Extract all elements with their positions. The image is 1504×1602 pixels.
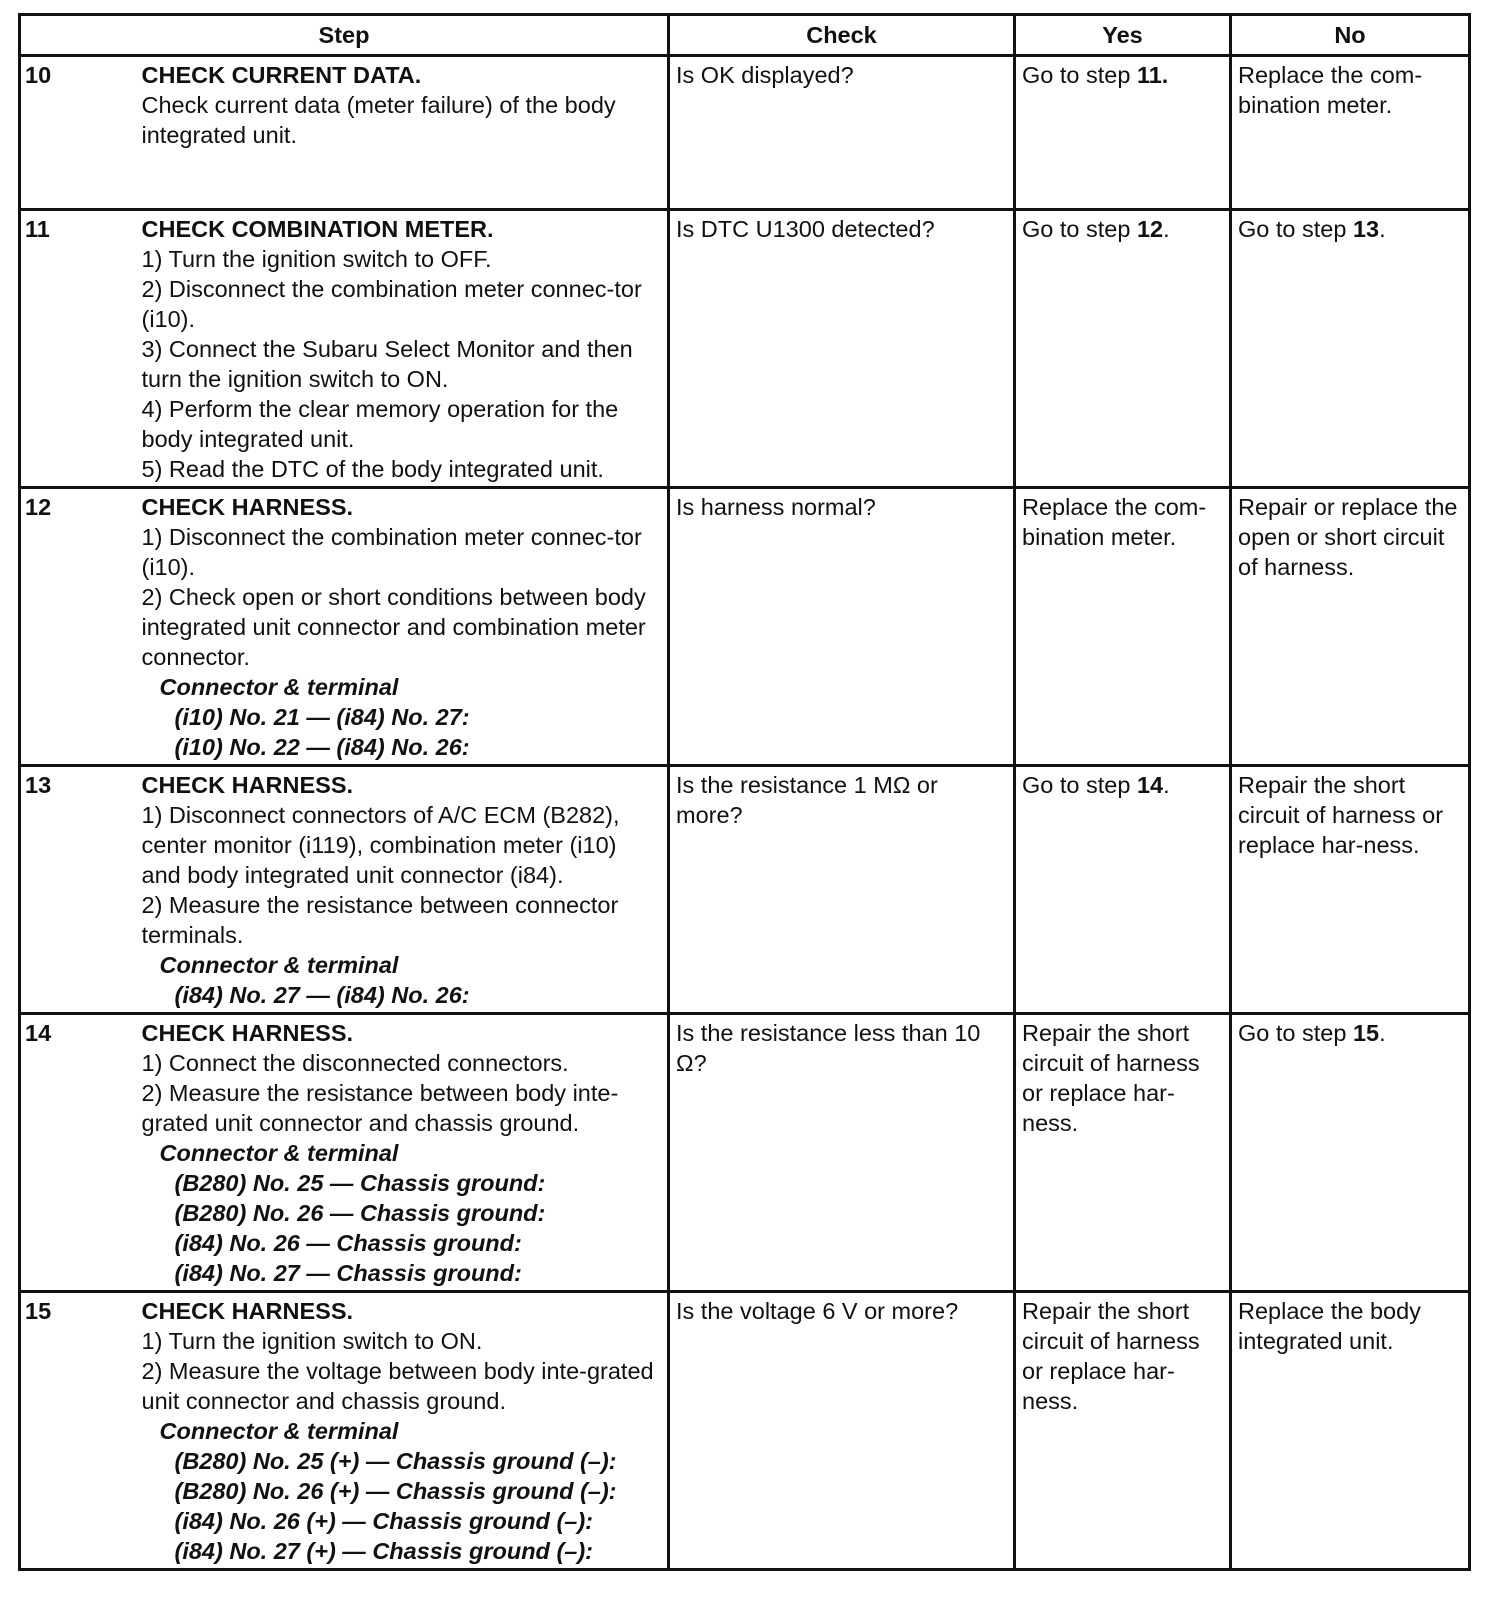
connector-terminal-item: (B280) No. 25 — Chassis ground: (174, 1170, 546, 1196)
yes-text: Go to step (1022, 216, 1137, 242)
table-row (20, 488, 1470, 766)
check-cell: Is OK displayed? (669, 56, 1015, 210)
connector-terminal-title: Connector & terminal (159, 1418, 399, 1444)
yes-text: Replace the com-bination meter. (1022, 494, 1207, 550)
no-cell (1231, 210, 1470, 488)
connector-terminal-item: (B280) No. 26 (+) — Chassis ground (–): (174, 1478, 617, 1504)
table-row (20, 1014, 1470, 1292)
header-step: Step (20, 15, 669, 56)
yes-text: Repair the short circuit of harness or replace har-ness. (1022, 1020, 1200, 1136)
step-instruction: 2) Disconnect the combination meter connec-tor (i10). (141, 276, 642, 332)
step-instruction: 4) Perform the clear memory operation for the body integrated unit. (141, 396, 619, 452)
step-instruction: 1) Disconnect connectors of A/C ECM (B282), center monitor (i119), combination meter (i10) and body integrated unit connector (i84). (141, 802, 620, 888)
table-row (20, 766, 1470, 1014)
yes-cell (1015, 488, 1231, 766)
step-instruction: 1) Disconnect the combination meter connec-tor (i10). (141, 524, 642, 580)
step-title: CHECK CURRENT DATA. (141, 62, 422, 88)
connector-terminal-item: (i84) No. 26 — Chassis ground: (174, 1230, 522, 1256)
step-number: 15 (20, 1292, 142, 1570)
table-row (20, 1292, 1470, 1570)
step-title: CHECK HARNESS. (141, 494, 354, 520)
connector-terminal-item: (i84) No. 26 (+) — Chassis ground (–): (174, 1508, 593, 1534)
step-instruction: 5) Read the DTC of the body integrated unit. (141, 456, 604, 482)
no-text: Go to step (1238, 216, 1353, 242)
yes-text: Go to step (1022, 62, 1137, 88)
connector-terminal-title: Connector & terminal (159, 674, 399, 700)
step-instruction: 1) Turn the ignition switch to ON. (141, 1328, 483, 1354)
no-cell (1231, 1292, 1470, 1570)
step-title: CHECK COMBINATION METER. (141, 216, 494, 242)
yes-step-ref: 14 (1136, 772, 1164, 798)
step-number: 14 (20, 1014, 142, 1292)
step-content (142, 210, 669, 488)
yes-cell (1015, 1292, 1231, 1570)
no-text: Repair the short circuit of harness or replace har-ness. (1238, 772, 1444, 858)
yes-suffix: . (1163, 216, 1170, 242)
yes-step-ref: 12 (1136, 216, 1164, 242)
check-cell: Is the resistance less than 10 Ω? (669, 1014, 1015, 1292)
no-cell (1231, 1014, 1470, 1292)
connector-terminal-item: (i84) No. 27 — Chassis ground: (174, 1260, 522, 1286)
step-instruction: 2) Measure the resistance between connector terminals. (141, 892, 619, 948)
step-instruction: 1) Turn the ignition switch to OFF. (141, 246, 492, 272)
no-text: Go to step (1238, 1020, 1353, 1046)
yes-step-ref: 11. (1136, 62, 1169, 88)
step-instruction: 1) Connect the disconnected connectors. (141, 1050, 569, 1076)
connector-terminal-item: (i10) No. 21 — (i84) No. 27: (174, 704, 470, 730)
step-title: CHECK HARNESS. (141, 1298, 354, 1324)
step-instruction: 3) Connect the Subaru Select Monitor and then turn the ignition switch to ON. (141, 336, 633, 392)
yes-text: Go to step (1022, 772, 1137, 798)
step-title: CHECK HARNESS. (141, 1020, 354, 1046)
no-suffix: . (1379, 216, 1386, 242)
step-number: 10 (20, 56, 142, 210)
yes-suffix: . (1163, 772, 1170, 798)
step-content (142, 56, 669, 210)
yes-cell (1015, 210, 1231, 488)
check-cell: Is the voltage 6 V or more? (669, 1292, 1015, 1570)
check-cell: Is harness normal? (669, 488, 1015, 766)
step-content (142, 1014, 669, 1292)
connector-terminal-item: (B280) No. 25 (+) — Chassis ground (–): (174, 1448, 617, 1474)
table-row (20, 210, 1470, 488)
no-step-ref: 13 (1352, 216, 1380, 242)
no-text: Replace the com-bination meter. (1238, 62, 1423, 118)
step-instruction: 2) Measure the resistance between body inte-grated unit connector and chassis ground. (141, 1080, 619, 1136)
connector-terminal-item: (i10) No. 22 — (i84) No. 26: (174, 734, 470, 760)
connector-terminal-item: (i84) No. 27 (+) — Chassis ground (–): (174, 1538, 593, 1564)
no-cell (1231, 766, 1470, 1014)
step-instruction: 2) Measure the voltage between body inte-grated unit connector and chassis ground. (141, 1358, 654, 1414)
no-suffix: . (1379, 1020, 1386, 1046)
step-title: CHECK HARNESS. (141, 772, 354, 798)
header-check: Check (669, 15, 1015, 56)
check-cell: Is the resistance 1 MΩ or more? (669, 766, 1015, 1014)
no-cell (1231, 488, 1470, 766)
step-content (142, 488, 669, 766)
step-instruction: 2) Check open or short conditions between body integrated unit connector and combination meter connector. (141, 584, 646, 670)
step-number: 13 (20, 766, 142, 1014)
no-step-ref: 15 (1352, 1020, 1380, 1046)
step-content (142, 1292, 669, 1570)
yes-cell (1015, 766, 1231, 1014)
step-number: 12 (20, 488, 142, 766)
connector-terminal-title: Connector & terminal (159, 1140, 399, 1166)
table-row (20, 56, 1470, 210)
yes-cell (1015, 56, 1231, 210)
yes-cell (1015, 1014, 1231, 1292)
step-instruction: Check current data (meter failure) of the body integrated unit. (141, 92, 616, 148)
no-text: Replace the body integrated unit. (1238, 1298, 1421, 1354)
no-cell (1231, 56, 1470, 210)
step-content (142, 766, 669, 1014)
connector-terminal-title: Connector & terminal (159, 952, 399, 978)
header-no: No (1231, 15, 1470, 56)
header-row (20, 15, 1470, 56)
step-number: 11 (20, 210, 142, 488)
yes-text: Repair the short circuit of harness or replace har-ness. (1022, 1298, 1200, 1414)
check-cell: Is DTC U1300 detected? (669, 210, 1015, 488)
connector-terminal-item: (B280) No. 26 — Chassis ground: (174, 1200, 546, 1226)
diagnostic-table (18, 13, 1471, 1571)
diagnostic-page (18, 13, 1468, 1571)
no-text: Repair or replace the open or short circuit of harness. (1238, 494, 1458, 580)
header-yes: Yes (1015, 15, 1231, 56)
connector-terminal-item: (i84) No. 27 — (i84) No. 26: (174, 982, 470, 1008)
